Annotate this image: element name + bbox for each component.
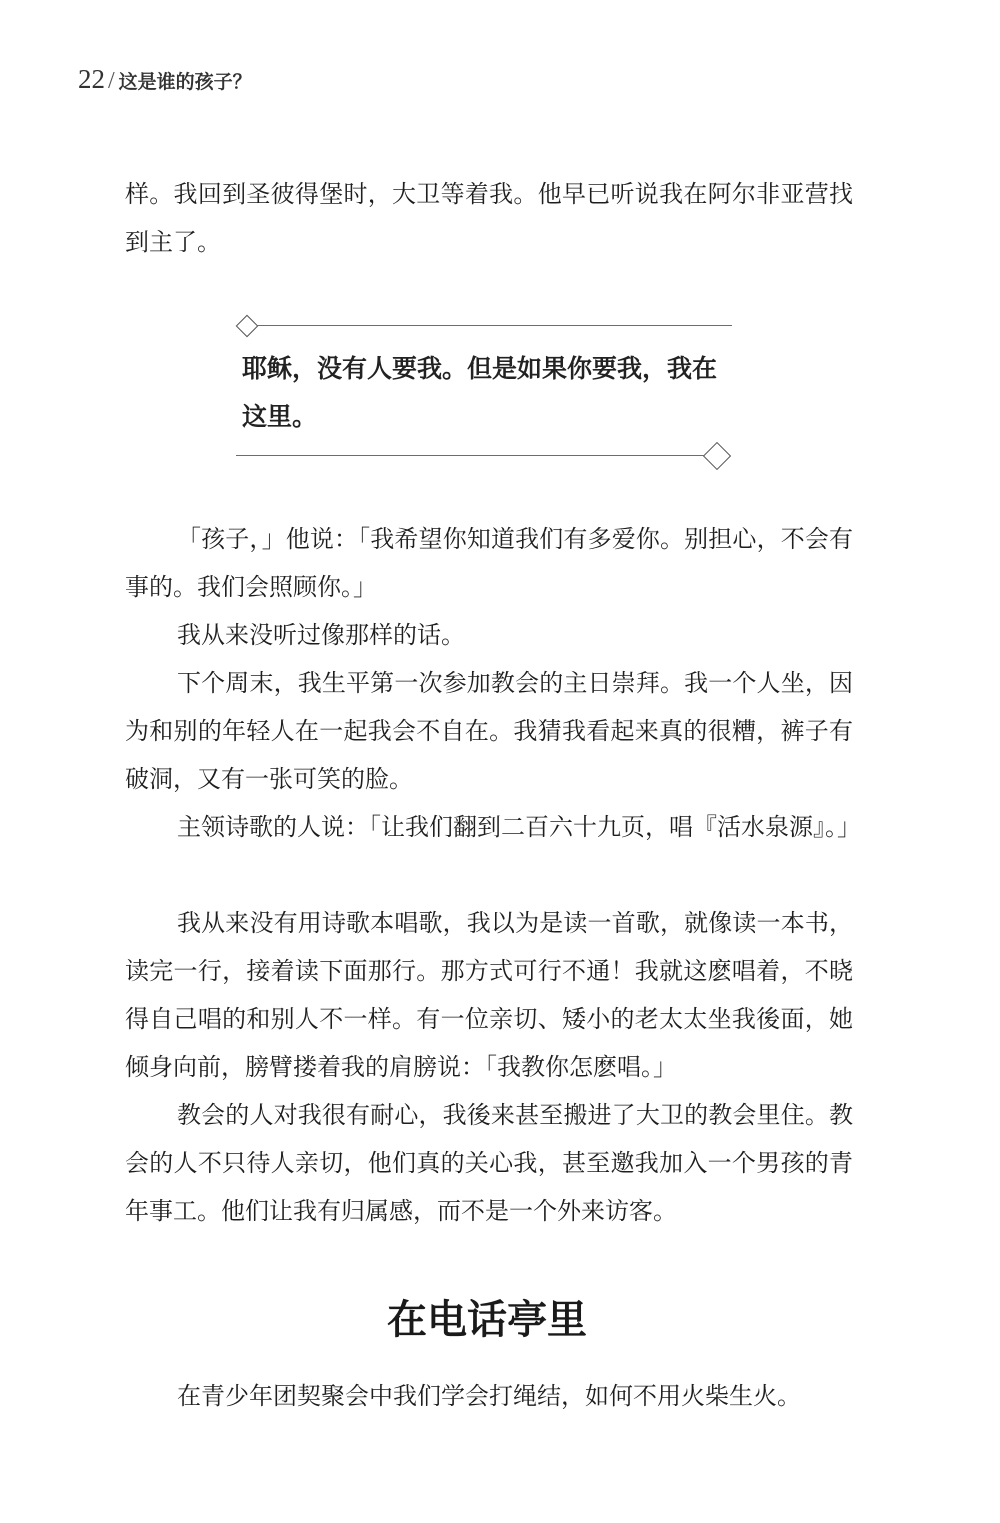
section-heading: 在电话亭里 (387, 1296, 587, 1343)
paragraph: 我从来没有用诗歌本唱歌，我以为是读一首歌，就像读一本书，读完一行，接着读下面那行。那方式可行不通！我就这麽唱着，不晓得自己唱的和别人不一样。有一位亲切、矮小的老太太坐我後面，她倾身向前，膀臂搂着我的肩膀说：「我教你怎麽唱。」 (125, 909, 853, 1081)
paragraph: 「孩子，」他说：「我希望你知道我们有多爱你。别担心，不会有事的。我们会照顾你。」 (125, 525, 853, 601)
header-separator: / (108, 68, 115, 94)
diamond-ornament-icon (703, 442, 731, 470)
paragraph: 下个周末，我生平第一次参加教会的主日崇拜。我一个人坐，因为和别的年轻人在一起我会不自在。我猜我看起来真的很糟，裤子有破洞，又有一张可笑的脸。 (125, 669, 853, 793)
paragraph: 主领诗歌的人说：「让我们翻到二百六十九页，唱『活水泉源』。」 (177, 813, 861, 841)
diamond-ornament-icon (236, 315, 259, 338)
page-number: 22 (78, 64, 105, 94)
running-head (78, 64, 252, 104)
pull-quote (236, 313, 732, 469)
pull-quote-text: 耶稣，没有人要我。但是如果你要我，我在这里。 (242, 354, 718, 431)
pull-quote-bottom-rule (236, 455, 706, 456)
section-first-paragraph: 在青少年团契聚会中我们学会打绳结，如何不用火柴生火。 (177, 1382, 801, 1410)
paragraph-continued: 样。我回到圣彼得堡时，大卫等着我。他早已听说我在阿尔非亚营找到主了。 (125, 180, 853, 256)
pull-quote-top-rule (256, 325, 732, 326)
paragraph: 教会的人对我很有耐心，我後来甚至搬进了大卫的教会里住。教会的人不只待人亲切，他们真的关心我，甚至邀我加入一个男孩的青年事工。他们让我有归属感，而不是一个外来访客。 (125, 1101, 853, 1225)
book-title: 这是谁的孩子？ (118, 71, 252, 93)
paragraph: 我从来没听过像那样的话。 (177, 621, 465, 649)
